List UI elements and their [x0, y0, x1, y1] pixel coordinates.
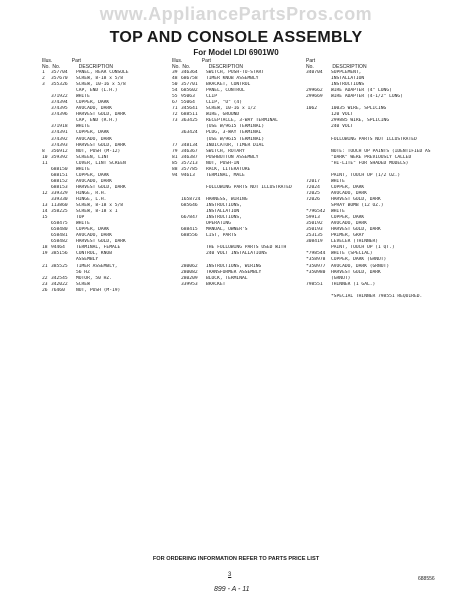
part-description: HINGE, R.H.: [76, 190, 107, 196]
illus-number: 73: [172, 118, 178, 124]
part-description: PANEL, CONTROL: [206, 88, 245, 94]
part-number: 113860: [51, 203, 68, 209]
part-description: SPRAY BOMB (12 OZ.): [331, 203, 384, 209]
illus-number: 50: [172, 82, 178, 88]
part-description: BRACKET, CONTROL: [206, 82, 251, 88]
part-description: CAP, END (R.H.): [76, 118, 118, 124]
part-description: 240 VOLT INSTALLATIONS: [206, 251, 267, 257]
part-number: 357213: [181, 160, 198, 166]
part-number: 342545: [51, 275, 68, 281]
part-no-label: No.: [306, 64, 314, 70]
part-number: 94613: [181, 172, 195, 178]
illus-number: 55: [172, 94, 178, 100]
illus-number: 54: [172, 88, 178, 94]
part-number: 308419: [306, 239, 323, 245]
part-description: TIMER KNOB ASSEMBLY: [206, 76, 259, 82]
illus-number: 8: [42, 148, 45, 154]
description-label: DESCRIPTION: [78, 64, 113, 70]
illus-number: 12: [42, 190, 48, 196]
parts-row: [42, 288, 168, 294]
part-number: 59913: [306, 215, 320, 221]
part-description: MOTOR, 50 HZ.: [76, 275, 112, 281]
part-number: 685602: [181, 88, 198, 94]
part-number: 339329: [51, 190, 68, 196]
handwritten-code: 899 - A - 11: [214, 586, 250, 593]
part-number: 688150: [51, 166, 68, 172]
illus-number: 88: [172, 166, 178, 172]
illus-number: 21: [42, 263, 48, 269]
part-number: 94464: [51, 245, 65, 251]
part-number: 350192: [306, 221, 323, 227]
part-description: SCREW, 10-16 x 5/8: [76, 82, 126, 88]
part-description: SCREW: [76, 281, 90, 287]
part-number: 339953: [181, 281, 198, 287]
part-description: COPPER, DARK: [331, 215, 365, 221]
part-number: 374392: [51, 136, 68, 142]
part-number: 374394: [51, 100, 68, 106]
parts-list: [306, 70, 458, 300]
part-number: 299662: [306, 88, 323, 94]
part-description: COVER, LINT SCREEN: [76, 160, 126, 166]
part-description: TERMINAL, FEMALE: [76, 245, 121, 251]
illus-number: 14: [42, 209, 48, 215]
part-number: 348134: [181, 142, 198, 148]
part-description: INSTRUCTIONS,: [206, 215, 242, 221]
part-description: 240 VOLT: [331, 124, 354, 130]
part-description: WHITE (SPECIAL): [331, 251, 373, 257]
part-description: MANUAL, OWNER'S: [206, 227, 248, 233]
no-label: No.: [172, 64, 180, 70]
part-description: COPPER, DARK: [76, 227, 110, 233]
illus-number: 19: [42, 251, 48, 257]
parts-column-2: [172, 58, 304, 288]
part-number: 688415: [181, 227, 198, 233]
illus-label: Illus.: [42, 58, 53, 64]
part-description: BRACKET: [206, 281, 226, 287]
part-description: INSTRUCTIONS: [331, 82, 365, 88]
parts-row: [172, 282, 304, 288]
part-description: COPPER, DARK (GRNUT): [331, 257, 387, 263]
part-number: *350977: [306, 263, 326, 269]
illus-number: 39: [172, 70, 178, 75]
part-number: 342022: [51, 281, 68, 287]
part-description: 120 VOLT: [331, 112, 354, 118]
illus-number: 23: [42, 281, 48, 287]
parts-list: [172, 70, 304, 288]
part-number: 357785: [181, 166, 198, 172]
part-description: THINNER (1 GAL.): [331, 281, 376, 287]
part-description: CLIP: [206, 94, 218, 100]
illus-number: 79: [172, 148, 178, 154]
part-description: INSTRUCTIONS,: [206, 203, 242, 209]
part-number: 345641: [181, 106, 198, 112]
part-description: SCREW, 8-18 x 5/8: [76, 76, 124, 82]
part-description: THE FOLLOWING PARTS USED WITH: [206, 245, 287, 251]
parts-row: [306, 294, 458, 300]
part-no-label: No.: [52, 64, 61, 70]
part-description: "DARK" WERE PREVIOUSLY CALLED: [331, 154, 412, 160]
part-description: COPPER, DARK: [331, 184, 365, 190]
part-description: FOLLOWING PARTS NOT ILLUSTRATED: [331, 136, 417, 142]
part-description: TRANSFORMER ASSEMBLY: [206, 269, 262, 275]
part-number: 356912: [51, 148, 68, 154]
part-number: 658482: [51, 239, 68, 245]
part-description: PAINT, TOUCH UP (1 QT.): [331, 245, 395, 251]
part-description: (USE W/9615 TERMINAL): [206, 124, 265, 130]
part-number: 385156: [51, 251, 68, 257]
page-number: 3: [228, 572, 232, 578]
part-description: WHITE: [76, 221, 90, 227]
part-number: 95063: [181, 94, 195, 100]
part-number: 357704: [51, 70, 68, 75]
part-description: HARVEST GOLD, DARK: [76, 239, 126, 245]
part-number: 72026: [306, 196, 320, 202]
part-number: 363424: [181, 130, 198, 136]
part-number: 72025: [306, 190, 320, 196]
part-number: 688152: [51, 178, 68, 184]
part-label: Part: [306, 58, 316, 64]
illus-number: 2: [42, 76, 45, 82]
description-label: DESCRIPTION: [208, 64, 243, 70]
part-description: "HI-LITE" FOR SHADED MODELS): [331, 160, 409, 166]
part-description: CAP, END (L.H.): [76, 88, 118, 94]
part-description: *SPECIAL THINNER 798551 REQUIRED.: [331, 293, 423, 299]
part-description: WIRE ADAPTER (4" LONG): [331, 88, 392, 94]
part-description: INSTALLATION: [206, 209, 240, 215]
part-number: 253135: [306, 233, 323, 239]
part-description: PLUG, 3-WAY TERMINAL: [206, 130, 262, 136]
part-description: INDICATOR, TIMER DIAL: [206, 142, 265, 148]
part-number: 346364: [181, 70, 198, 75]
part-number: 688511: [181, 112, 198, 118]
part-number: 355326: [51, 82, 68, 88]
parts-row: [172, 185, 304, 191]
part-description: SUPPLEMENT,: [331, 70, 362, 75]
part-description: SCREW, 10-16 x 1/2: [206, 106, 256, 112]
part-description: WHITE: [76, 124, 90, 130]
part-description: (USE W/9615 TERMINAL): [206, 136, 265, 142]
part-description: SCREW, 8-18 x 5/8: [76, 203, 124, 209]
part-description: AVOCADO, DARK: [76, 106, 112, 112]
part-description: AVOCADO, DARK (GRNUT): [331, 263, 390, 269]
illus-number: 71: [172, 106, 178, 112]
part-number: 385525: [51, 263, 68, 269]
illus-number: 1: [42, 70, 45, 75]
part-number: 798551: [306, 281, 323, 287]
part-description: OPERATING: [206, 221, 231, 227]
part-number: 72024: [306, 184, 320, 190]
part-description: HARVEST GOLD, DARK: [331, 269, 381, 275]
part-description: WHITE: [331, 178, 345, 184]
part-number: *358978: [306, 257, 326, 263]
part-description: CONTROL, KNOB: [76, 251, 112, 257]
part-description: AVOCADO, DARK: [331, 190, 367, 196]
part-number: 688556: [181, 233, 198, 239]
part-number: 688151: [51, 172, 68, 178]
part-number: 339330: [51, 196, 68, 202]
part-number: 72017: [306, 178, 320, 184]
illus-number: 13: [42, 203, 48, 209]
part-number: 371918: [51, 124, 68, 130]
part-number: 340704: [306, 70, 323, 75]
part-description: FOLLOWING PARTS NOT ILLUSTRATED: [206, 184, 292, 190]
part-number: 280209: [181, 275, 198, 281]
part-description: SWITCH, PUSH-TO-START: [206, 70, 265, 75]
part-description: WHITE: [76, 94, 90, 100]
part-number: 350193: [306, 227, 323, 233]
part-number: 658481: [51, 233, 68, 239]
illus-number: 10: [42, 154, 48, 160]
part-number: 299669: [306, 94, 323, 100]
part-number: 1062: [306, 106, 318, 112]
part-description: INSTALLATION: [331, 76, 365, 82]
part-description: SCREW, 8-18 x 1: [76, 209, 118, 215]
description-label: DESCRIPTION: [332, 64, 367, 70]
part-number: 357670: [51, 76, 68, 82]
part-description: SCREEN, LINT: [76, 154, 110, 160]
part-number: 280062: [181, 263, 198, 269]
part-number: *350980: [306, 269, 326, 275]
illus-number: 48: [172, 76, 178, 82]
part-number: 76460: [51, 287, 65, 293]
part-description: RECEPTACLE, 3-WAY TERMINAL: [206, 118, 278, 124]
part-description: SWITCH, ROTARY: [206, 148, 245, 154]
part-number: 1658724: [181, 196, 201, 202]
part-description: NUT, PUSH (M-19): [76, 287, 121, 293]
part-description: TERMINAL, MALE: [206, 172, 245, 178]
illus-number: 94: [172, 172, 178, 178]
watermark-text: www.AppliancePartsPros.com: [99, 4, 373, 24]
part-description: AVOCADO, DARK: [76, 233, 112, 239]
part-description: WHITE: [331, 209, 345, 215]
part-description: HARVEST GOLD, DARK: [76, 142, 126, 148]
part-number: 346387: [181, 154, 198, 160]
part-description: NUT, PUSH (M-12): [76, 148, 121, 154]
illus-label: Illus.: [172, 58, 183, 64]
part-description: TIMER ASSEMBLY,: [76, 263, 118, 269]
part-number: 658480: [51, 227, 68, 233]
part-description: (GRNUT): [331, 275, 351, 281]
part-description: ASSEMBLY: [76, 257, 99, 263]
part-number: 374391: [51, 130, 68, 136]
part-label: Part: [71, 58, 81, 64]
part-description: AVOCADO, DARK: [76, 178, 112, 184]
part-number: 363425: [181, 118, 198, 124]
illus-number: 11: [42, 160, 48, 166]
part-description: PANEL, REAR CONSOLE: [76, 70, 129, 75]
part-number: 357701: [181, 82, 198, 88]
part-description: WHITE: [76, 166, 90, 172]
part-number: 374393: [51, 142, 68, 148]
illus-number: 72: [172, 112, 178, 118]
part-description: WIRE, GROUND: [206, 112, 240, 118]
part-description: INSTRUCTIONS, WIRING: [206, 263, 262, 269]
part-description: BLOCK, TERMINAL: [206, 275, 248, 281]
part-description: PRIMER, GRAY: [331, 233, 365, 239]
part-number: 374396: [51, 112, 68, 118]
page-title: TOP AND CONSOLE ASSEMBLY: [109, 29, 363, 46]
part-label: Part: [201, 58, 211, 64]
part-description: COPPER, DARK: [76, 172, 110, 178]
part-description: COPPER, DARK: [76, 100, 110, 106]
part-description: AVOCADO, DARK: [76, 136, 112, 142]
ordering-info-footer: FOR ORDERING INFORMATION REFER TO PARTS PRICE LIST: [152, 556, 320, 562]
part-number: 359392: [51, 154, 68, 160]
part-no-label: No.: [182, 64, 191, 70]
part-description: PUSHBUTTON ASSEMBLY: [206, 154, 259, 160]
illus-number: 26: [42, 287, 48, 293]
part-number: 280082: [181, 269, 198, 275]
part-description: CLIP, "U" (4): [206, 100, 242, 106]
part-description: TOP: [76, 215, 85, 221]
part-description: WIRE ADAPTER (4-1/2" LONG): [331, 94, 403, 100]
part-description: 299885 WIRE, SPLICING: [331, 118, 390, 124]
part-description: NUT, PUSH-IN: [206, 160, 240, 166]
illus-number: 67: [172, 100, 178, 106]
part-description: HARVEST GOLD, DARK: [76, 112, 126, 118]
part-number: 358225: [51, 209, 68, 215]
parts-column-3: [306, 58, 458, 300]
illus-number: 15: [42, 215, 48, 221]
part-description: LIST, PARTS: [206, 233, 237, 239]
part-description: HARVEST GOLD, DARK: [76, 184, 126, 190]
part-number: 667847: [181, 215, 198, 221]
illus-number: 81: [172, 154, 178, 160]
part-number: 374395: [51, 106, 68, 112]
model-subtitle: For Model LDI 6901W0: [193, 48, 279, 57]
part-number: 688153: [51, 184, 68, 190]
part-number: 686758: [181, 76, 198, 82]
parts-list: [42, 70, 168, 294]
part-description: HARVEST GOLD, DARK: [331, 196, 381, 202]
parts-column-1: [42, 58, 168, 294]
part-description: HARVEST GOLD, DARK: [331, 227, 381, 233]
illus-number: 77: [172, 142, 178, 148]
part-description: PAINT, TOUCH UP (1/2 OZ.): [331, 172, 401, 178]
part-description: 10035 WIRE, SPLICING: [331, 106, 387, 112]
form-number: 688556: [418, 576, 435, 582]
part-description: HARNESS, WIRING: [206, 196, 248, 202]
part-description: LEVELER (THINNER): [331, 239, 379, 245]
part-description: AVOCADO, DARK: [331, 221, 367, 227]
no-label: No.: [42, 64, 50, 70]
part-description: 56 HZ: [76, 269, 90, 275]
illus-number: 3: [42, 82, 45, 88]
part-description: NOTE: TOUCH UP PAINTS (IDENTIFIED AS: [331, 148, 431, 154]
part-number: 346367: [181, 148, 198, 154]
part-description: COPPER, DARK: [76, 130, 110, 136]
part-number: 658475: [51, 221, 68, 227]
part-description: HINGE, L.H.: [76, 196, 107, 202]
illus-number: 22: [42, 275, 48, 281]
illus-number: 18: [42, 245, 48, 251]
part-number: 371922: [51, 94, 68, 100]
part-description: RACK, LITERATURE: [206, 166, 251, 172]
illus-number: 85: [172, 160, 178, 166]
part-number: *796542: [306, 209, 326, 215]
part-number: 55064: [181, 100, 195, 106]
part-number: *798544: [306, 251, 326, 257]
part-number: 685646: [181, 203, 198, 209]
